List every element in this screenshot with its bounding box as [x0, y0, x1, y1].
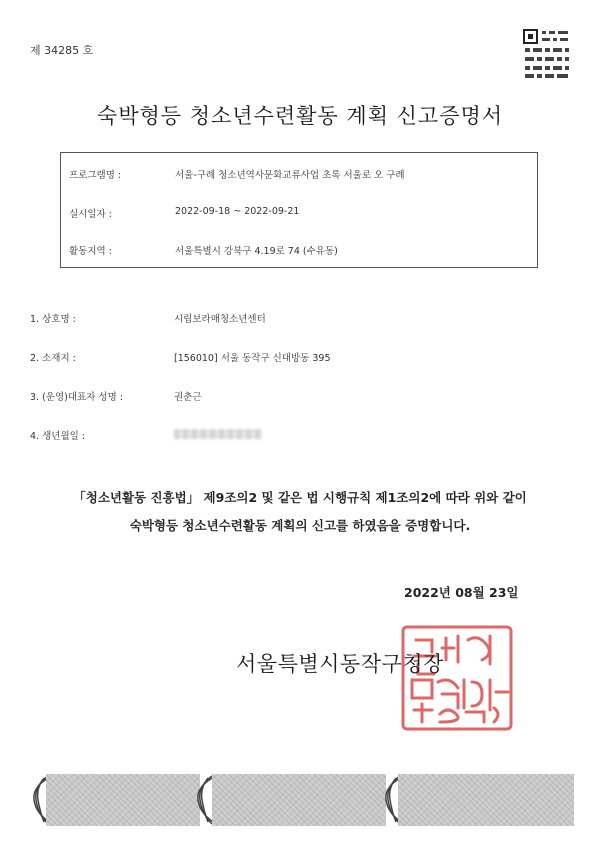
issuer-name: 서울특별시동작구청장: [236, 652, 444, 676]
security-pattern-strip: [398, 774, 574, 826]
activity-date-label: 실시일자 :: [69, 209, 112, 220]
business-name-value: 시립보라매청소년센터: [174, 314, 266, 325]
official-seal-icon: [398, 622, 516, 734]
birthdate-redacted: [174, 428, 262, 439]
birthdate-label: 4. 생년월일 :: [30, 431, 86, 442]
document-title: 숙박형등 청소년수련활동 계획 신고증명서: [96, 104, 504, 128]
qr-code-icon: [522, 28, 572, 80]
security-pattern-strip: [46, 774, 200, 826]
program-name-label: 프로그램명 :: [69, 170, 122, 181]
representative-label: 3. (운영)대표자 성명 :: [30, 392, 123, 403]
statement-line-1: 「청소년활동 진흥법」 제9조의2 및 같은 법 시행규칙 제1조의2에 따라 위와 같이: [73, 490, 527, 505]
activity-area-value: 서울특별시 강북구 4.19로 74 (수유동): [175, 246, 338, 257]
location-value: [156010] 서울 동작구 신대방동 395: [174, 353, 331, 364]
location-label: 2. 소재지 :: [30, 353, 76, 364]
activity-date-value: 2022-09-18 ~ 2022-09-21: [175, 206, 300, 217]
business-name-label: 1. 상호명 :: [30, 314, 76, 325]
security-pattern-strip: [212, 774, 386, 826]
statement-line-2: 숙박형등 청소년수련활동 계획의 신고를 하였음을 증명합니다.: [129, 518, 471, 533]
document-number: 제 34285 호: [30, 44, 94, 57]
program-name-value: 서울-구례 청소년역사문화교류사업 초록 서울로 오 구례: [175, 170, 405, 181]
activity-area-label: 활동지역 :: [69, 246, 112, 257]
issue-date: 2022년 08월 23일: [404, 585, 519, 600]
program-info-box: [60, 152, 538, 268]
representative-value: 권춘근: [174, 392, 202, 403]
